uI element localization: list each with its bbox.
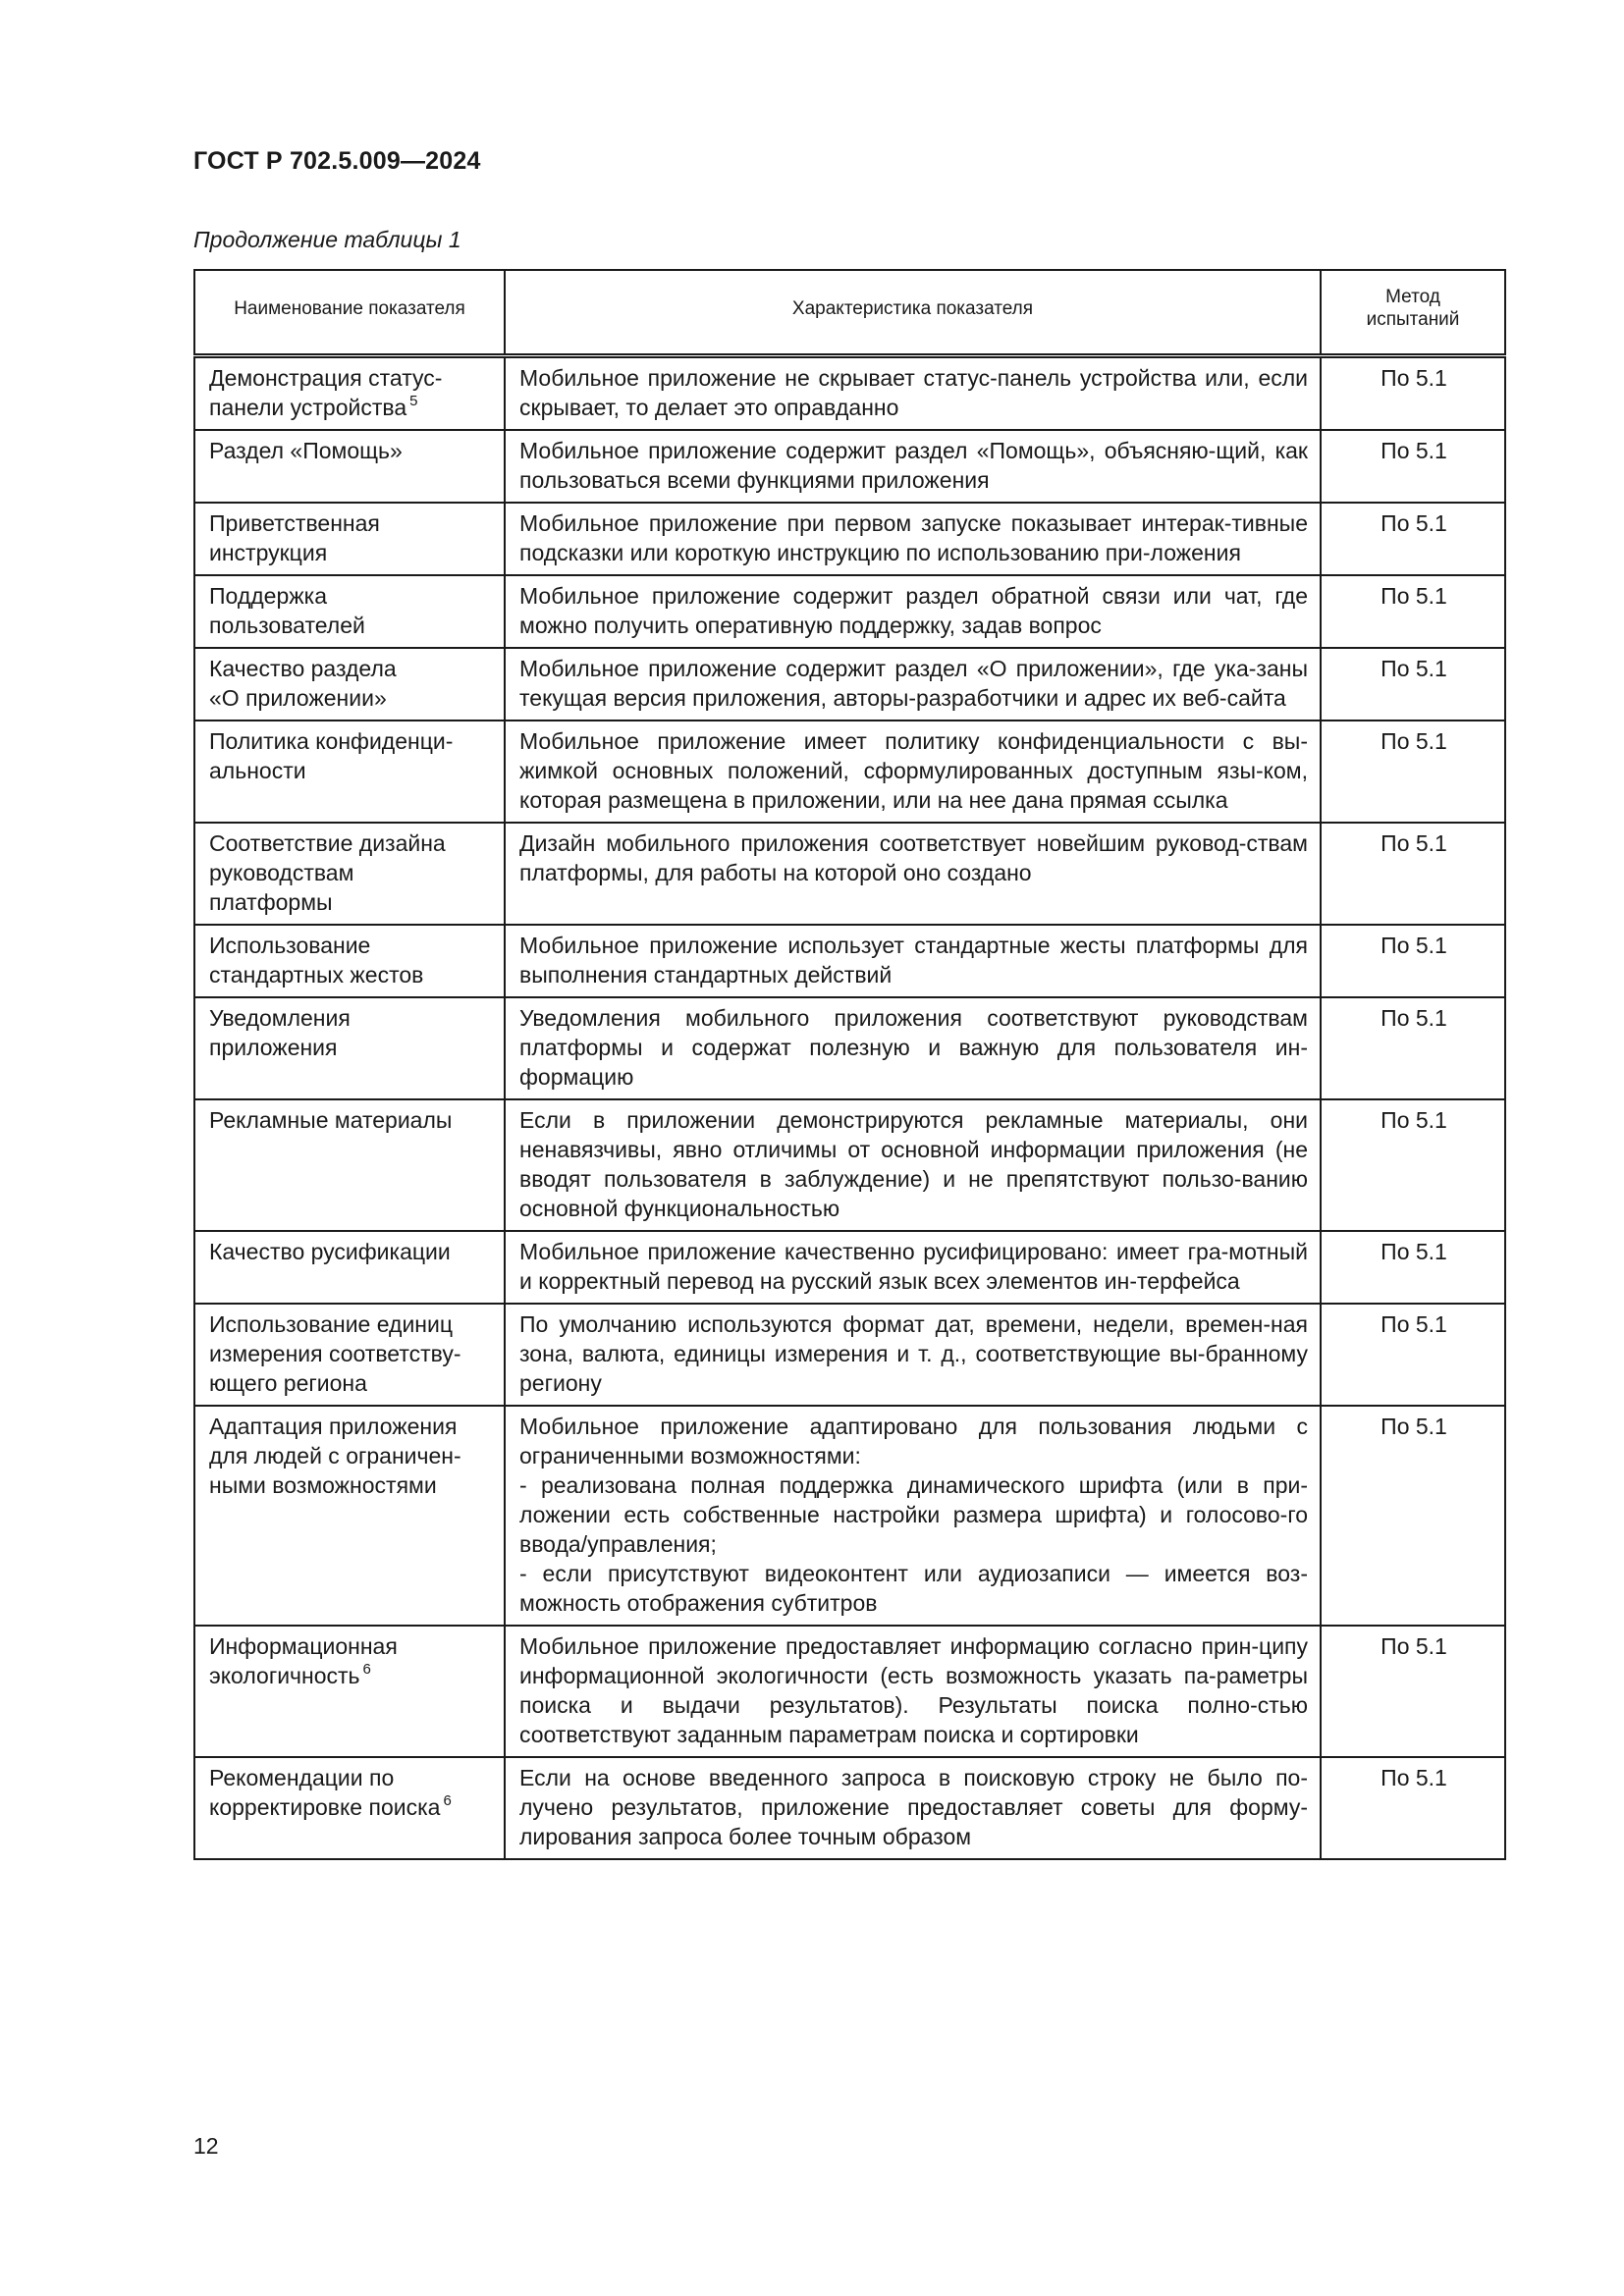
indicator-name-line: инструкция xyxy=(209,540,328,565)
indicator-name-line: платформы xyxy=(209,889,333,915)
indicator-name-line: измерения соответству- xyxy=(209,1341,461,1366)
test-method-cell: По 5.1 xyxy=(1321,1099,1505,1231)
indicator-name-cell xyxy=(194,1099,505,1231)
column-header-description: Характеристика показателя xyxy=(505,270,1321,356)
indicator-description-cell: Дизайн мобильного приложения соответствует новейшим руковод-ствам платформы, для работы на которой оно создано xyxy=(505,823,1321,925)
indicator-description-cell: Уведомления мобильного приложения соответствуют руководствам платформы и содержат полезную и важную для пользователя ин-формацию xyxy=(505,997,1321,1099)
indicator-name-cell xyxy=(194,1406,505,1626)
table-header-row xyxy=(194,270,1505,356)
indicator-name-line: «О приложении» xyxy=(209,685,387,711)
table-row xyxy=(194,503,1505,575)
indicator-name-line: Соответствие дизайна xyxy=(209,830,446,856)
table-row xyxy=(194,1626,1505,1757)
indicator-name-line: корректировке поиска xyxy=(209,1794,441,1820)
indicator-name-line: Раздел «Помощь» xyxy=(209,438,403,463)
test-method-cell: По 5.1 xyxy=(1321,997,1505,1099)
indicator-name-line: ными возможностями xyxy=(209,1472,437,1498)
test-method-cell: По 5.1 xyxy=(1321,925,1505,997)
indicator-name-line: альности xyxy=(209,758,306,783)
indicator-name-line: Использование xyxy=(209,933,371,958)
table-row xyxy=(194,1757,1505,1859)
indicator-name-cell xyxy=(194,503,505,575)
table-row xyxy=(194,430,1505,503)
test-method-cell: По 5.1 xyxy=(1321,430,1505,503)
test-method-cell: По 5.1 xyxy=(1321,823,1505,925)
table-row xyxy=(194,925,1505,997)
table-body xyxy=(194,356,1505,1860)
indicator-description-cell: Мобильное приложение при первом запуске показывает интерак-тивные подсказки или короткую инструкцию по использованию при-ложения xyxy=(505,503,1321,575)
indicator-name-line: Демонстрация статус- xyxy=(209,365,443,391)
indicator-description-cell: Мобильное приложение имеет политику конфиденциальности с вы-жимкой основных положений, сформулированных доступным язы-ком, которая размещена в приложении, или на нее дана прямая ссылка xyxy=(505,721,1321,823)
indicator-name-cell xyxy=(194,823,505,925)
indicator-description-cell: Мобильное приложение адаптировано для пользования людьми с ограниченными возможностями: - реализована полная поддержка динамического шрифта (или в при-ложении есть собственные настройки размера шрифта) и голосово-го ввода/управления; - если присутствуют видеоконтент или аудиозаписи — имеется воз-можность отображения субтитров xyxy=(505,1406,1321,1626)
indicator-name-line: Качество русификации xyxy=(209,1239,451,1264)
page-number: 12 xyxy=(193,2133,219,2159)
indicator-name-line: Качество раздела xyxy=(209,656,397,681)
indicator-name-cell xyxy=(194,356,505,431)
test-method-cell: По 5.1 xyxy=(1321,575,1505,648)
indicator-name-line: руководствам xyxy=(209,860,354,885)
indicator-name-line: Рекомендации по xyxy=(209,1765,395,1790)
indicator-name-line: Адаптация приложения xyxy=(209,1414,458,1439)
indicator-name-line: Приветственная xyxy=(209,510,380,536)
indicator-name-cell xyxy=(194,1757,505,1859)
table-row xyxy=(194,575,1505,648)
indicator-name-line: панели устройства xyxy=(209,395,407,420)
test-method-cell: По 5.1 xyxy=(1321,1406,1505,1626)
indicator-name-cell xyxy=(194,1626,505,1757)
test-method-cell: По 5.1 xyxy=(1321,1231,1505,1304)
indicator-name-cell xyxy=(194,430,505,503)
indicator-description-cell: Мобильное приложение качественно русифицировано: имеет гра-мотный и корректный перевод на русский язык всех элементов ин-терфейса xyxy=(505,1231,1321,1304)
indicator-name-line: ющего региона xyxy=(209,1370,367,1396)
indicator-name-line: приложения xyxy=(209,1035,338,1060)
table-caption: Продолжение таблицы 1 xyxy=(193,227,461,252)
table-row xyxy=(194,721,1505,823)
indicator-name-line: экологичность xyxy=(209,1663,360,1688)
indicator-name-cell xyxy=(194,1304,505,1406)
test-method-cell: По 5.1 xyxy=(1321,503,1505,575)
indicators-table xyxy=(193,269,1506,1860)
test-method-cell: По 5.1 xyxy=(1321,721,1505,823)
test-method-cell: По 5.1 xyxy=(1321,1757,1505,1859)
indicator-description-cell: По умолчанию используются формат дат, времени, недели, времен-ная зона, валюта, единицы измерения и т. д., соответствующие вы-бранному региону xyxy=(505,1304,1321,1406)
indicator-name-cell xyxy=(194,721,505,823)
indicator-name-cell xyxy=(194,648,505,721)
indicator-name-line: Уведомления xyxy=(209,1005,351,1031)
table-row xyxy=(194,1304,1505,1406)
column-header-method: Метод испытаний xyxy=(1321,270,1505,356)
indicator-name-line: Политика конфиденци- xyxy=(209,728,454,754)
indicator-name-line: Поддержка xyxy=(209,583,327,609)
column-header-name: Наименование показателя xyxy=(194,270,505,356)
indicator-description-cell: Мобильное приложение использует стандартные жесты платформы для выполнения стандартных действий xyxy=(505,925,1321,997)
table-row xyxy=(194,823,1505,925)
test-method-cell: По 5.1 xyxy=(1321,356,1505,431)
table-row xyxy=(194,356,1505,431)
footnote-marker: 5 xyxy=(409,393,418,409)
indicator-description-cell: Если на основе введенного запроса в поисковую строку не было по-лучено результатов, приложение предоставляет советы для форму-лирования запроса более точным образом xyxy=(505,1757,1321,1859)
indicator-name-cell xyxy=(194,1231,505,1304)
document-code: ГОСТ Р 702.5.009—2024 xyxy=(193,147,481,175)
indicator-name-line: Использование единиц xyxy=(209,1311,454,1337)
indicator-description-cell: Мобильное приложение не скрывает статус-панель устройства или, если скрывает, то делает это оправданно xyxy=(505,356,1321,431)
table-row xyxy=(194,648,1505,721)
indicator-name-line: Рекламные материалы xyxy=(209,1107,453,1133)
indicator-name-line: для людей с ограничен- xyxy=(209,1443,461,1468)
table-row xyxy=(194,1099,1505,1231)
indicator-description-cell: Мобильное приложение содержит раздел «О приложении», где ука-заны текущая версия приложения, авторы-разработчики и адрес их веб-сайта xyxy=(505,648,1321,721)
table-row xyxy=(194,1406,1505,1626)
footnote-marker: 6 xyxy=(362,1661,371,1678)
test-method-cell: По 5.1 xyxy=(1321,1626,1505,1757)
indicator-name-cell xyxy=(194,997,505,1099)
indicator-description-cell: Если в приложении демонстрируются рекламные материалы, они ненавязчивы, явно отличимы от основной информации приложения (не вводят пользователя в заблуждение) и не препятствуют пользо-ванию основной функциональностью xyxy=(505,1099,1321,1231)
indicator-description-cell: Мобильное приложение содержит раздел обратной связи или чат, где можно получить оперативную поддержку, задав вопрос xyxy=(505,575,1321,648)
test-method-cell: По 5.1 xyxy=(1321,1304,1505,1406)
indicator-name-line: Информационная xyxy=(209,1633,398,1659)
indicator-name-cell xyxy=(194,575,505,648)
table-row xyxy=(194,997,1505,1099)
indicator-name-line: пользователей xyxy=(209,613,365,638)
indicator-description-cell: Мобильное приложение предоставляет информацию согласно прин-ципу информационной экологичности (есть возможность указать па-раметры поиска и выдачи результатов). Результаты поиска полно-стью соответствуют заданным параметрам поиска и сортировки xyxy=(505,1626,1321,1757)
test-method-cell: По 5.1 xyxy=(1321,648,1505,721)
table-row xyxy=(194,1231,1505,1304)
footnote-marker: 6 xyxy=(443,1792,452,1809)
indicator-description-cell: Мобильное приложение содержит раздел «Помощь», объясняю-щий, как пользоваться всеми функциями приложения xyxy=(505,430,1321,503)
indicator-name-cell xyxy=(194,925,505,997)
indicator-name-line: стандартных жестов xyxy=(209,962,424,988)
